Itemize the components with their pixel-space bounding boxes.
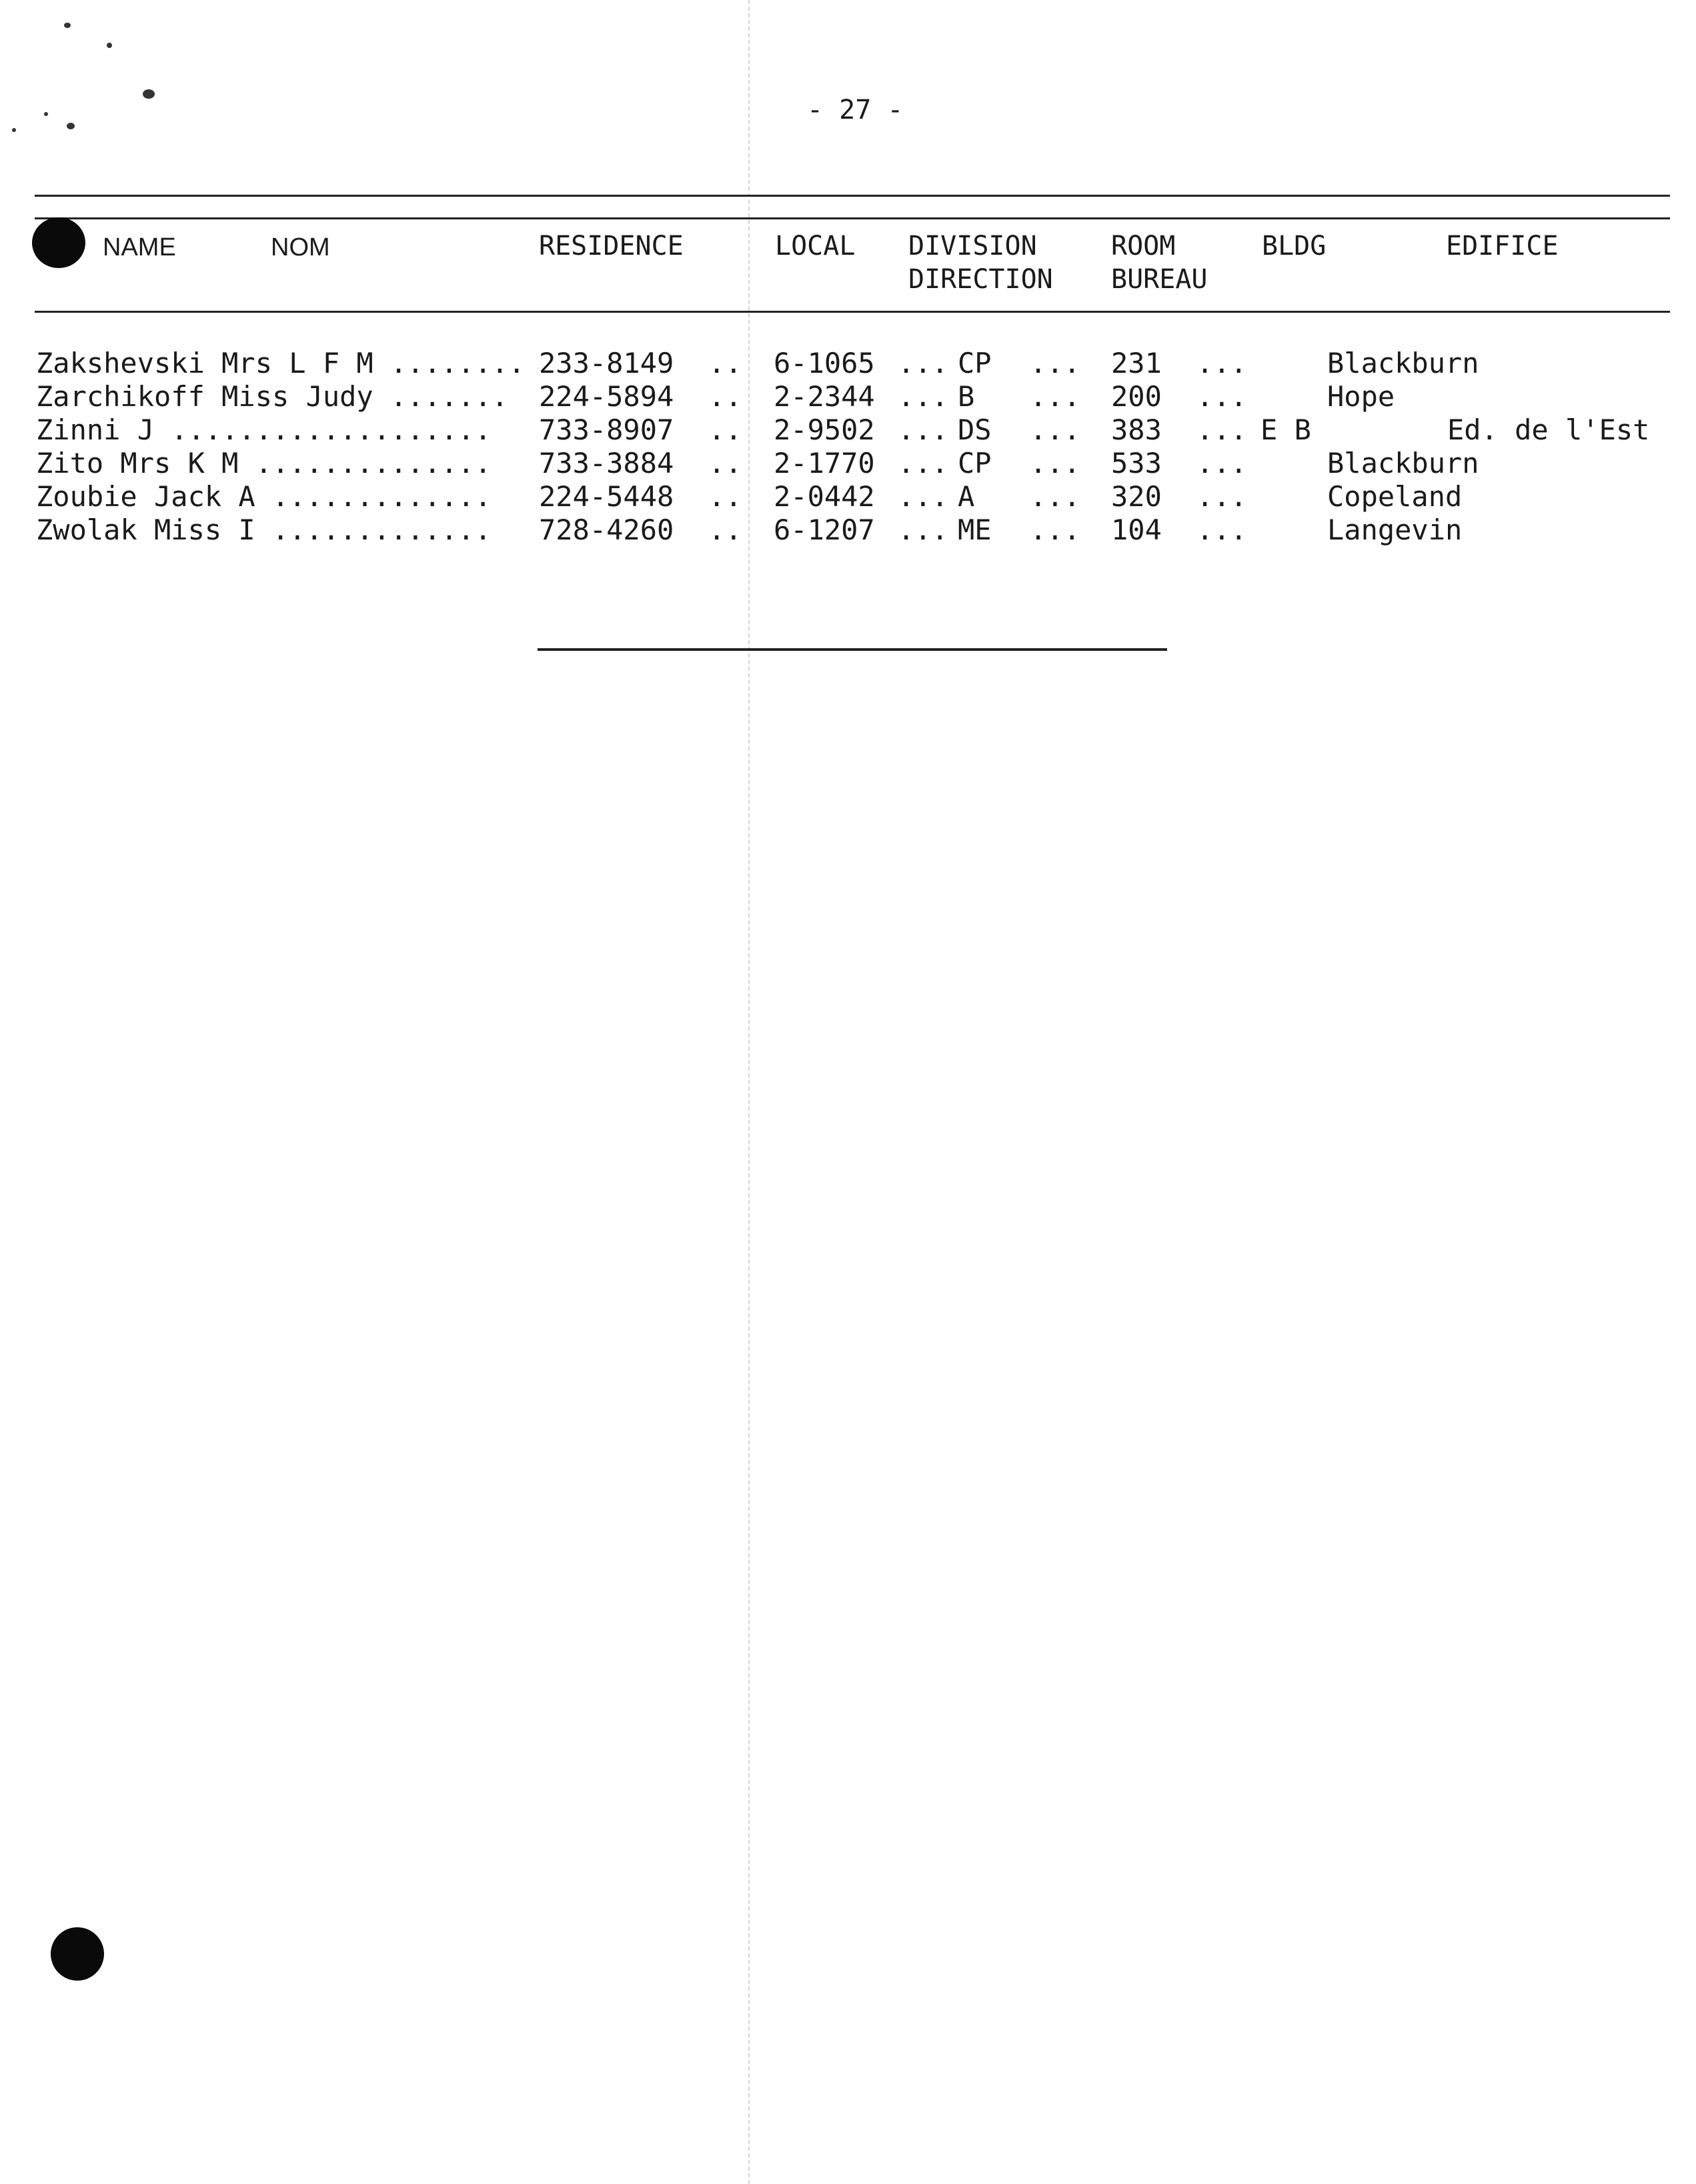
header-bottom-rule bbox=[35, 311, 1670, 313]
header-second-rule bbox=[35, 217, 1670, 219]
entry-leader: .. bbox=[708, 447, 742, 479]
entry-edifice: Blackburn bbox=[1327, 347, 1479, 379]
entry-edifice: Blackburn bbox=[1327, 447, 1479, 479]
entry-leader: ... bbox=[1196, 447, 1247, 479]
entry-leader: ... bbox=[1196, 380, 1247, 413]
entry-residence-phone: 233-8149 bbox=[539, 347, 674, 379]
page-number: - 27 - bbox=[807, 95, 904, 125]
directory-row bbox=[0, 513, 1696, 547]
entry-leader: ... bbox=[898, 347, 948, 379]
entry-residence-phone: 733-3884 bbox=[539, 447, 674, 479]
entry-leader: ... bbox=[1030, 480, 1080, 513]
entry-residence-phone: 224-5894 bbox=[539, 380, 674, 413]
entry-name: Zarchikoff Miss Judy ....... bbox=[36, 380, 509, 413]
entry-leader: .. bbox=[708, 347, 742, 379]
entry-room: 320 bbox=[1111, 480, 1162, 513]
directory-row bbox=[0, 480, 1696, 513]
binder-hole-bottom bbox=[51, 1927, 104, 1981]
entry-leader: ... bbox=[1030, 447, 1080, 479]
entry-leader: .. bbox=[708, 513, 742, 546]
entry-division: DS bbox=[958, 413, 992, 446]
entry-residence-phone: 728-4260 bbox=[539, 513, 674, 546]
entry-leader: ... bbox=[1030, 380, 1080, 413]
entry-local-extension: 6-1065 bbox=[774, 347, 875, 379]
entry-leader: ... bbox=[1196, 347, 1247, 379]
header-name: NAME bbox=[103, 233, 176, 261]
entry-leader: .. bbox=[708, 380, 742, 413]
entry-name: Zinni J ................... bbox=[36, 413, 492, 446]
entry-room: 231 bbox=[1111, 347, 1162, 379]
directory-row bbox=[0, 380, 1696, 413]
header-top-rule bbox=[35, 195, 1670, 197]
entry-room: 104 bbox=[1111, 513, 1162, 546]
entry-leader: ... bbox=[1030, 513, 1080, 546]
header-division: DIVISION bbox=[908, 231, 1037, 261]
page-fold-line bbox=[748, 0, 750, 2184]
header-bureau: BUREAU bbox=[1111, 264, 1208, 295]
entry-edifice: Hope bbox=[1327, 380, 1395, 413]
header-nom: NOM bbox=[271, 233, 330, 261]
entry-local-extension: 2-2344 bbox=[774, 380, 875, 413]
header-local: LOCAL bbox=[775, 231, 856, 261]
directory-entries bbox=[0, 347, 1696, 547]
entry-bldg: E B bbox=[1260, 413, 1311, 446]
entry-division: B bbox=[958, 380, 975, 413]
entry-local-extension: 2-1770 bbox=[774, 447, 875, 479]
entry-residence-phone: 224-5448 bbox=[539, 480, 674, 513]
header-edifice: EDIFICE bbox=[1446, 231, 1559, 261]
entry-name: Zakshevski Mrs L F M ........ bbox=[36, 347, 526, 379]
entry-name: Zoubie Jack A ............. bbox=[36, 480, 492, 513]
entry-division: ME bbox=[958, 513, 992, 546]
entry-leader: ... bbox=[898, 480, 948, 513]
entry-division: CP bbox=[958, 447, 992, 479]
entry-room: 533 bbox=[1111, 447, 1162, 479]
entry-edifice: Copeland bbox=[1327, 480, 1463, 513]
entry-division: CP bbox=[958, 347, 992, 379]
entry-leader: ... bbox=[898, 513, 948, 546]
entry-leader: .. bbox=[708, 480, 742, 513]
directory-row bbox=[0, 413, 1696, 447]
entry-leader: .. bbox=[708, 413, 742, 446]
header-direction: DIRECTION bbox=[908, 264, 1053, 295]
header-bldg: BLDG bbox=[1262, 231, 1327, 261]
directory-row bbox=[0, 347, 1696, 380]
paper-speck bbox=[64, 23, 71, 28]
entry-room: 200 bbox=[1111, 380, 1162, 413]
paper-speck bbox=[107, 43, 112, 48]
paper-speck bbox=[44, 112, 48, 116]
header-residence: RESIDENCE bbox=[539, 231, 684, 261]
paper-speck bbox=[143, 89, 155, 99]
section-end-rule bbox=[538, 648, 1167, 651]
entry-edifice: Ed. de l'Est bbox=[1447, 413, 1650, 446]
entry-edifice: Langevin bbox=[1327, 513, 1463, 546]
entry-division: A bbox=[958, 480, 975, 513]
entry-leader: ... bbox=[898, 413, 948, 446]
entry-leader: ... bbox=[898, 380, 948, 413]
directory-row bbox=[0, 447, 1696, 480]
entry-leader: ... bbox=[1030, 413, 1080, 446]
entry-leader: ... bbox=[1196, 513, 1247, 546]
paper-speck bbox=[12, 128, 16, 132]
paper-speck bbox=[67, 123, 75, 129]
entry-leader: ... bbox=[1196, 480, 1247, 513]
entry-local-extension: 2-0442 bbox=[774, 480, 875, 513]
header-room: ROOM bbox=[1111, 231, 1176, 261]
entry-local-extension: 6-1207 bbox=[774, 513, 875, 546]
entry-leader: ... bbox=[898, 447, 948, 479]
entry-room: 383 bbox=[1111, 413, 1162, 446]
entry-leader: ... bbox=[1030, 347, 1080, 379]
entry-name: Zwolak Miss I ............. bbox=[36, 513, 492, 546]
binder-hole-top bbox=[32, 217, 85, 268]
entry-residence-phone: 733-8907 bbox=[539, 413, 674, 446]
entry-leader: ... bbox=[1196, 413, 1247, 446]
entry-local-extension: 2-9502 bbox=[774, 413, 875, 446]
entry-name: Zito Mrs K M .............. bbox=[36, 447, 492, 479]
